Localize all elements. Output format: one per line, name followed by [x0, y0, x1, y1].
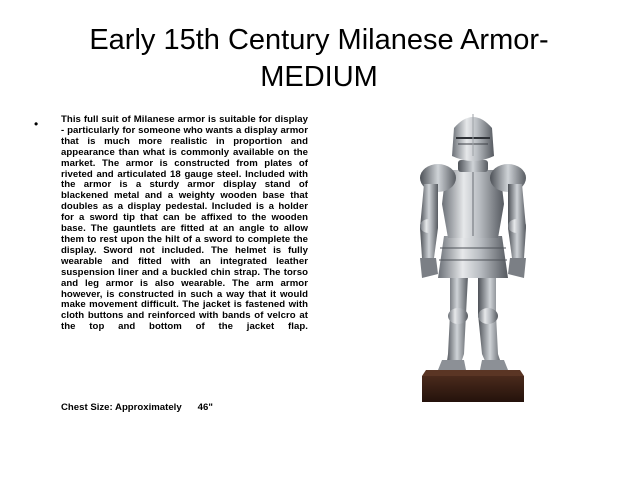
chest-size-line: [61, 402, 213, 413]
slide-title: [30, 22, 608, 96]
description-paragraph: This full suit of Milanese armor is suitable for display - particularly for someone who wants a display armor that is much more realistic in proportion and appearance than what is commonly available on the market. The armor is constructed from plates of riveted and articulated 18 gauge steel. Included with the armor is a sturdy armor display stand of blackened metal and a weighty wooden base that doubles as a display pedestal. Included is a holder for a sword tip that can be affixed to the wooden base. The gauntlets are fitted at an angle to allow them to rest upon the hilt of a sword to complete the display. Sword not included. The helmet is fully wearable and fitted with an integrated leather suspension liner and a buckled chin strap. The torso and leg armor is also wearable. The arm armor however, is constructed in such a way that it would make movement difficult. The jacket is fastened with cloth buttons and reinforced with bands of velcro at the top and bottom of the jacket flap.: [61, 114, 308, 333]
chest-size-value: 46": [197, 402, 213, 413]
bullet-marker: •: [34, 117, 39, 131]
title-line-2: MEDIUM: [260, 61, 378, 93]
title-line-1: Early 15th Century Milanese Armor-: [89, 24, 549, 56]
armor-suit-icon: [408, 108, 538, 408]
chest-size-label: Chest Size: Approximately: [61, 402, 182, 413]
